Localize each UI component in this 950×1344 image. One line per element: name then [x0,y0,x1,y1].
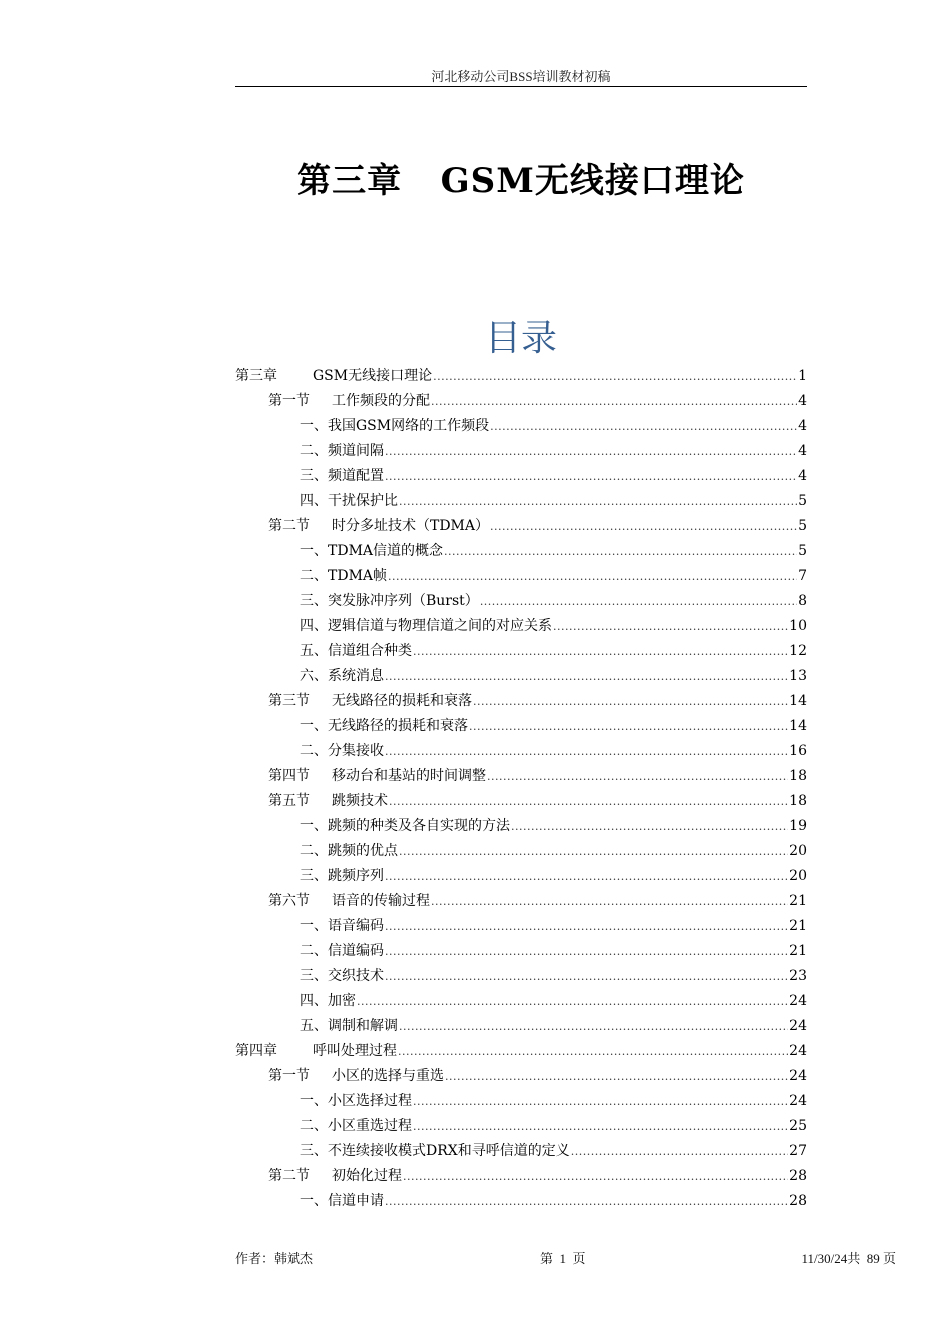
toc-entry-label [300,614,552,639]
toc-entry-title: 小区选择过程 [328,1093,412,1109]
toc-entry-number: 五、 [300,1018,328,1034]
toc-entry-title: TDMA帧 [328,568,388,584]
toc-entry-number: 二、 [300,943,328,959]
toc-entry-page: 28 [789,1193,807,1209]
toc-entry-label [268,1064,444,1089]
toc-title: 目录 [484,318,557,359]
header-rule [235,86,807,87]
toc-entry-page: 5 [798,518,807,534]
toc-entry-title: 信道组合种类 [328,643,412,659]
toc-entry-label [300,964,384,989]
toc-entry-label [300,1014,398,1039]
toc-entry[interactable] [235,989,807,1014]
toc-entry-label [300,1189,384,1214]
toc-entry-label [268,389,430,414]
toc-entry-title: 频道配置 [328,468,384,484]
toc-leader-dots [433,364,797,389]
toc-entry-number: 三、 [300,968,328,984]
toc-entry[interactable] [235,914,807,939]
toc-entry-page: 5 [798,493,807,509]
toc-entry[interactable] [235,364,807,389]
toc-entry[interactable] [235,539,807,564]
toc-leader-dots [399,1014,788,1039]
toc-leader-dots [398,1039,788,1064]
toc-entry-label [300,439,384,464]
toc-entry-title: 交织技术 [328,968,384,984]
toc-leader-dots [571,1139,788,1164]
toc-entry[interactable] [235,1164,807,1189]
toc-entry-page: 14 [789,693,807,709]
toc-entry-number: 一、 [300,418,328,434]
toc-entry-page: 7 [798,568,807,584]
toc-entry-label [268,764,486,789]
toc-entry-title: 我国GSM网络的工作频段 [328,418,490,434]
toc-entry-number: 第二节 [268,1168,310,1184]
toc-entry-label [300,1089,412,1114]
toc-entry[interactable] [235,1064,807,1089]
toc-entry-page: 10 [789,618,807,634]
toc-entry-label [300,464,384,489]
toc-entry[interactable] [235,614,807,639]
toc-entry-title: 跳频技术 [332,793,388,809]
toc-entry-number: 一、 [300,818,328,834]
toc-entry-label [300,1139,570,1164]
toc-leader-dots [480,589,797,614]
footer-page-number: 第 1 页 [540,1251,586,1266]
toc-leader-dots [403,1164,788,1189]
toc-entry-page: 24 [789,1093,807,1109]
toc-entry-page: 4 [798,468,807,484]
toc-entry-label [300,989,356,1014]
toc-entry-number: 第五节 [268,793,310,809]
toc-entry-title: 工作频段的分配 [332,393,430,409]
toc-entry-label [300,839,398,864]
toc-entry-number: 第一节 [268,393,310,409]
toc-leader-dots [413,1089,788,1114]
toc-entry-label [235,364,432,389]
toc-entry-number: 二、 [300,1118,328,1134]
toc-entry-page: 24 [789,1068,807,1084]
toc-entry-page: 16 [789,743,807,759]
toc-entry-page: 27 [789,1143,807,1159]
toc-entry-page: 24 [789,993,807,1009]
toc-entry-number: 六、 [300,668,328,684]
toc-entry[interactable] [235,689,807,714]
toc-leader-dots [357,989,788,1014]
toc-entry-number: 一、 [300,918,328,934]
toc-entry[interactable] [235,589,807,614]
toc-entry-number: 第六节 [268,893,310,909]
toc-entry-label [300,814,510,839]
toc-entry-number: 三、 [300,593,328,609]
toc-entry-label [300,664,384,689]
toc-entry-number: 二、 [300,443,328,459]
toc-entry[interactable] [235,814,807,839]
toc-entry-page: 21 [789,918,807,934]
toc-entry-label [300,864,384,889]
toc-entry-label [235,1039,397,1064]
toc-leader-dots [385,1189,788,1214]
toc-entry-label [300,714,468,739]
toc-entry[interactable] [235,389,807,414]
toc-entry[interactable] [235,439,807,464]
toc-entry[interactable] [235,839,807,864]
toc-entry-title: 信道编码 [328,943,384,959]
toc-entry-title: 语音编码 [328,918,384,934]
toc-entry-number: 第三节 [268,693,310,709]
toc-entry-label [300,539,443,564]
toc-leader-dots [385,864,788,889]
toc-entry-title: 呼叫处理过程 [313,1043,397,1059]
toc-entry[interactable] [235,564,807,589]
toc-entry-label [268,689,472,714]
toc-leader-dots [469,714,788,739]
toc-leader-dots [473,689,788,714]
toc-entry[interactable] [235,1189,807,1214]
toc-entry-number: 二、 [300,743,328,759]
toc-entry-label [300,489,398,514]
toc-leader-dots [444,539,797,564]
toc-leader-dots [490,514,797,539]
toc-entry-page: 12 [789,643,807,659]
toc-entry-page: 21 [789,893,807,909]
toc-entry-page: 24 [789,1018,807,1034]
toc-leader-dots [385,439,797,464]
toc-entry-page: 4 [798,443,807,459]
toc-entry[interactable] [235,939,807,964]
toc-entry-number: 四、 [300,493,328,509]
toc-entry-label [300,739,384,764]
toc-entry-page: 23 [789,968,807,984]
toc-entry[interactable] [235,764,807,789]
toc-entry[interactable] [235,639,807,664]
toc-entry-page: 4 [798,418,807,434]
toc-entry-label [300,564,387,589]
toc-entry-title: 时分多址技术（TDMA） [332,518,490,534]
toc-entry[interactable] [235,489,807,514]
toc-entry-page: 19 [789,818,807,834]
toc-entry[interactable] [235,1139,807,1164]
toc-entry-number: 三、 [300,1143,328,1159]
toc-entry-number: 第四章 [235,1043,277,1059]
toc-entry-title: GSM无线接口理论 [313,368,433,384]
toc-leader-dots [385,964,788,989]
toc-entry[interactable] [235,889,807,914]
toc-entry-label [300,939,384,964]
toc-entry[interactable] [235,1089,807,1114]
toc-leader-dots [553,614,788,639]
toc-entry-number: 四、 [300,993,328,1009]
toc-entry-title: 无线路径的损耗和衰落 [328,718,468,734]
toc-entry-number: 一、 [300,543,328,559]
toc-leader-dots [399,489,797,514]
toc-entry-page: 20 [789,843,807,859]
toc-leader-dots [431,889,788,914]
toc-leader-dots [385,914,788,939]
toc-entry-page: 5 [798,543,807,559]
running-header: 河北移动公司BSS培训教材初稿 [431,69,611,84]
toc-entry-number: 一、 [300,718,328,734]
toc-entry-number: 三、 [300,868,328,884]
chapter-title: 第三章 GSM无线接口理论 [297,161,745,201]
toc-entry-page: 1 [798,368,807,384]
toc-entry-number: 第四节 [268,768,310,784]
toc-entry-page: 14 [789,718,807,734]
toc-entry-label [300,1114,412,1139]
toc-entry-title: 逻辑信道与物理信道之间的对应关系 [328,618,552,634]
toc-entry-title: 分集接收 [328,743,384,759]
toc-entry-page: 28 [789,1168,807,1184]
toc-leader-dots [413,639,788,664]
toc-entry-label [300,914,384,939]
toc-entry-label [300,639,412,664]
toc-leader-dots [511,814,788,839]
toc-entry-title: 系统消息 [328,668,384,684]
toc-entry[interactable] [235,1039,807,1064]
toc-leader-dots [389,789,788,814]
toc-entry-page: 8 [798,593,807,609]
toc-entry-label [268,1164,402,1189]
toc-entry-page: 4 [798,393,807,409]
toc-leader-dots [431,389,797,414]
toc-entry[interactable] [235,864,807,889]
toc-entry-label [268,889,430,914]
toc-entry-page: 18 [789,768,807,784]
toc-entry-title: 移动台和基站的时间调整 [332,768,486,784]
toc-entry-label [268,514,489,539]
toc-entry-title: 调制和解调 [328,1018,398,1034]
toc-leader-dots [385,664,788,689]
toc-entry-number: 五、 [300,643,328,659]
toc-entry-title: 不连续接收模式DRX和寻呼信道的定义 [328,1143,570,1159]
toc-entry-title: 干扰保护比 [328,493,398,509]
toc-entry-number: 第三章 [235,368,277,384]
toc-entry-title: 跳频的优点 [328,843,398,859]
toc-entry-title: 初始化过程 [332,1168,402,1184]
toc-entry-title: 跳频序列 [328,868,384,884]
toc-entry-number: 第一节 [268,1068,310,1084]
toc-leader-dots [388,564,797,589]
toc-entry[interactable] [235,714,807,739]
toc-entry-number: 二、 [300,843,328,859]
toc-entry[interactable] [235,739,807,764]
toc-entry[interactable] [235,1114,807,1139]
toc-entry-page: 13 [789,668,807,684]
toc-entry-title: 无线路径的损耗和衰落 [332,693,472,709]
toc-entry-number: 第二节 [268,518,310,534]
toc-entry[interactable] [235,964,807,989]
toc-entry-title: 语音的传输过程 [332,893,430,909]
toc-entry-label [300,589,479,614]
toc-entry-label [268,789,388,814]
toc-leader-dots [487,764,788,789]
toc-entry-title: 频道间隔 [328,443,384,459]
toc-leader-dots [445,1064,788,1089]
toc-entry-title: 小区重选过程 [328,1118,412,1134]
toc-leader-dots [385,464,797,489]
toc-entry-title: 加密 [328,993,356,1009]
toc-entry-number: 一、 [300,1193,328,1209]
toc-entry-title: TDMA信道的概念 [328,543,444,559]
toc-entry-page: 25 [789,1118,807,1134]
toc-entry[interactable] [235,1014,807,1039]
toc-entry-title: 小区的选择与重选 [332,1068,444,1084]
toc-leader-dots [413,1114,788,1139]
toc-entry-number: 三、 [300,468,328,484]
toc-entry-number: 一、 [300,1093,328,1109]
toc-leader-dots [399,839,788,864]
toc-entry-number: 四、 [300,618,328,634]
toc-entry-title: 跳频的种类及各自实现的方法 [328,818,510,834]
toc-entry-page: 21 [789,943,807,959]
toc-leader-dots [385,939,788,964]
toc-entry[interactable] [235,464,807,489]
table-of-contents [235,364,807,1214]
toc-entry-title: 信道申请 [328,1193,384,1209]
toc-entry[interactable] [235,664,807,689]
toc-entry[interactable] [235,414,807,439]
toc-entry-number: 二、 [300,568,328,584]
toc-leader-dots [490,414,797,439]
toc-entry-page: 18 [789,793,807,809]
toc-leader-dots [385,739,788,764]
toc-entry[interactable] [235,789,807,814]
toc-entry[interactable] [235,514,807,539]
footer-date-total: 11/30/24共 89 页 [801,1251,896,1266]
toc-entry-page: 24 [789,1043,807,1059]
footer-author: 作者：韩斌杰 [235,1251,314,1266]
toc-entry-page: 20 [789,868,807,884]
toc-entry-title: 突发脉冲序列（Burst） [328,593,479,609]
toc-entry-label [300,414,489,439]
